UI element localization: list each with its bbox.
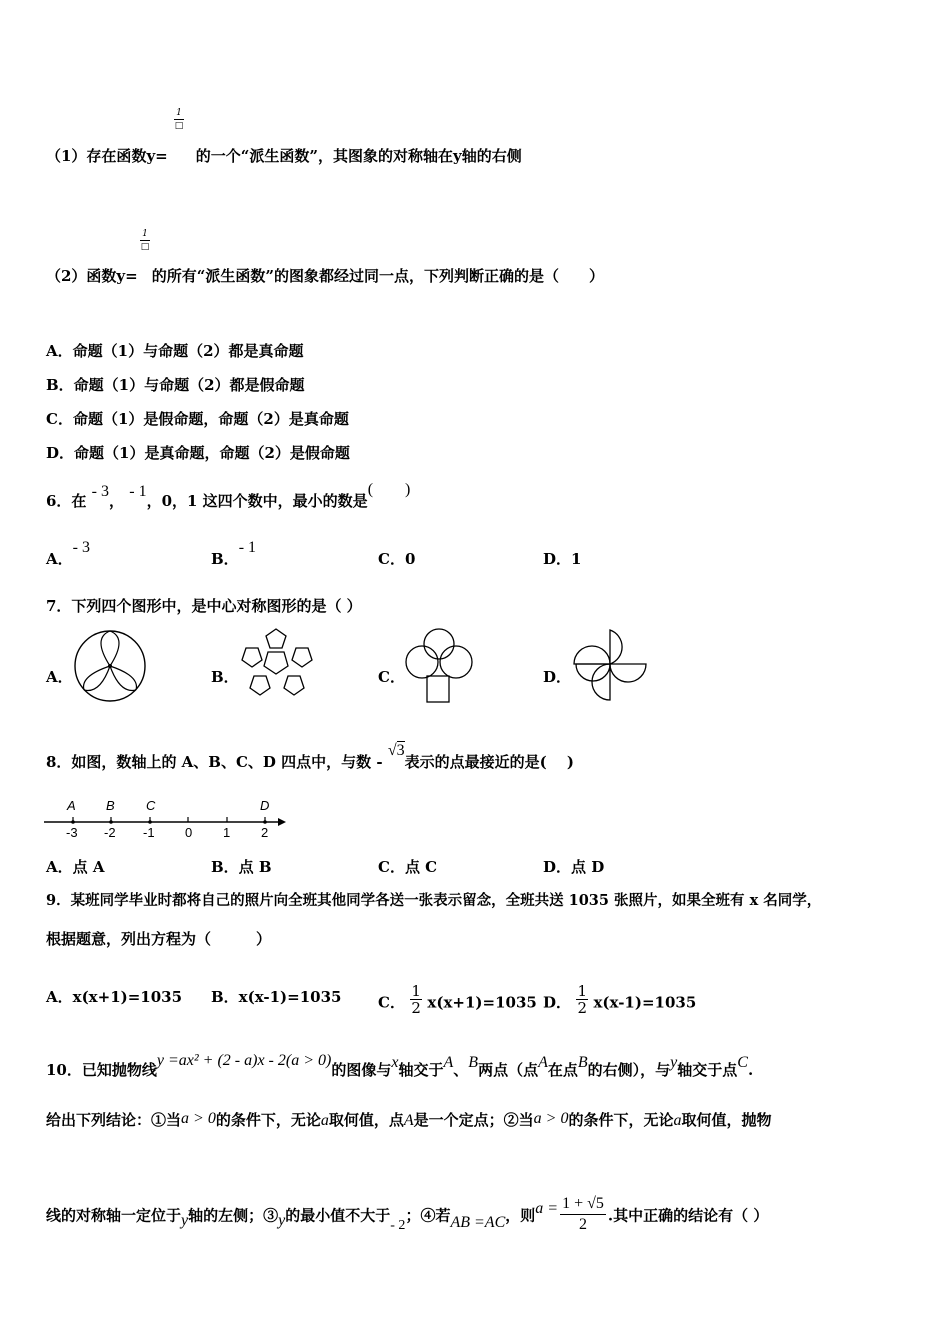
- q6-number-neg3: - 3: [91, 483, 109, 500]
- q6-sep: ，: [109, 492, 125, 510]
- q10-l3-fraction: [560, 1194, 606, 1235]
- q10-prefix: 10．已知抛物线: [46, 1061, 157, 1079]
- q10-l3-avar: a =: [535, 1199, 559, 1217]
- q6-option-a-label: A．: [46, 550, 73, 568]
- q8-stem-b: 表示的点最接近的是( ): [404, 753, 575, 771]
- q7-option-d-label: D．: [543, 668, 572, 686]
- tick-label-1: 1: [223, 825, 231, 840]
- tick-label-neg2: -2: [104, 825, 116, 840]
- q6-stem: [46, 481, 411, 512]
- q10-l3-c: 的最小值不大于: [285, 1206, 391, 1225]
- statement-1: [46, 146, 522, 166]
- q6-prefix: 6．在: [46, 492, 87, 510]
- point-label-d: D: [260, 798, 270, 813]
- tick-label-neg1: -1: [143, 825, 155, 840]
- fraction-one-over-box-1: [174, 108, 184, 131]
- frac-numerator: 1: [411, 982, 421, 1000]
- point-label-a: A: [67, 798, 76, 813]
- q10-seg5: 的右侧），与: [587, 1061, 671, 1079]
- q10-point-b: B: [468, 1054, 479, 1071]
- q10-l3-f: .其中正确的结论有（ ）: [607, 1206, 769, 1225]
- q9-option-c-expr: x(x+1)=1035: [427, 993, 537, 1012]
- q7-option-b-label: B．: [211, 668, 239, 686]
- statement-1-text-b: 的一个“派生函数”，其图象的对称轴在y轴的右侧: [195, 147, 522, 165]
- q9-stem-line2: 根据题意，列出方程为（ ）: [46, 930, 272, 948]
- q10-y-var: y: [670, 1054, 678, 1071]
- frac-numerator: 1: [577, 982, 588, 1000]
- q6-option-a-value: - 3: [72, 539, 90, 556]
- q10-l3-b: 轴的左侧；③: [188, 1206, 279, 1225]
- q5-option-a: A．命题（1）与命题（2）都是真命题: [46, 342, 304, 360]
- q5-option-c: C．命题（1）是假命题，命题（2）是真命题: [46, 410, 349, 428]
- q10-l2-a: 给出下列结论：①当: [46, 1111, 182, 1129]
- q10-l2-c: 取何值，点: [328, 1111, 404, 1129]
- q10-l3-e: ，则: [505, 1206, 536, 1225]
- q10-l2-avar: a: [320, 1112, 329, 1129]
- q10-x-var: x: [391, 1054, 399, 1071]
- q6-paren: ( ): [367, 481, 411, 498]
- q8-stem: [46, 742, 575, 773]
- q10-line2: [46, 1110, 771, 1131]
- frac-denominator: 2: [411, 999, 421, 1017]
- q10-l3-ab-eq-ac: AB =AC: [450, 1213, 506, 1231]
- statement-2: [46, 266, 604, 286]
- frac-numerator: 1: [142, 229, 148, 239]
- q8-stem-a: 8．如图，数轴上的 A、B、C、D 四点中，与数 -: [46, 753, 383, 771]
- q9-option-a: A．x(x+1)=1035: [46, 988, 183, 1006]
- q10-point-a: A: [443, 1054, 454, 1071]
- figure-d-pinwheel: [570, 626, 650, 706]
- q7-option-a-label: A．: [46, 668, 73, 686]
- q6-rest: ，0，1 这四个数中，最小的数是: [146, 492, 368, 510]
- q10-point-b-2: B: [577, 1054, 588, 1071]
- q10-dun: 、: [453, 1061, 469, 1079]
- point-label-c: C: [146, 798, 156, 813]
- q9-option-b: B．x(x-1)=1035: [211, 988, 342, 1006]
- q10-seg4: 在点: [547, 1061, 578, 1079]
- q6-number-neg1: - 1: [129, 483, 147, 500]
- tick-label-2: 2: [261, 825, 269, 840]
- q6-option-d: D．1: [543, 550, 582, 568]
- q9-option-d: [543, 982, 697, 1020]
- q10-l2-e: 的条件下，无论: [568, 1111, 674, 1129]
- q9-option-d-expr: x(x-1)=1035: [593, 993, 697, 1012]
- fraction-one-over-box-2: [140, 229, 150, 252]
- tick-label-neg3: -3: [66, 825, 78, 840]
- point-label-b: B: [106, 798, 115, 813]
- q10-l2-avar-2: a: [673, 1112, 682, 1129]
- frac-denominator: □: [140, 242, 150, 252]
- frac-numerator: 1 + √5: [560, 1194, 606, 1215]
- q10-point-a-2: A: [538, 1054, 548, 1071]
- q10-parabola-equation: y =ax² + (2 - a)x - 2(a > 0): [156, 1052, 332, 1069]
- q10-seg3: 两点（点: [478, 1061, 539, 1079]
- figure-c-three-circles-square: [402, 626, 476, 706]
- q9-option-d-label: D．: [543, 993, 572, 1012]
- frac-denominator: □: [174, 121, 184, 131]
- sqrt-three: √3: [387, 742, 405, 759]
- frac-denominator: 2: [578, 1216, 587, 1233]
- q10-l2-b: 的条件下，无论: [215, 1111, 321, 1129]
- q9-option-c-label: C．: [378, 993, 405, 1012]
- q7-stem: 7．下列四个图形中，是中心对称图形的是（ ）: [46, 597, 362, 615]
- q10-l3-y-var: y: [181, 1211, 189, 1229]
- q10-end: .: [747, 1061, 754, 1079]
- q6-option-c: C．0: [378, 550, 416, 568]
- statement-2-text-b: 的所有“派生函数”的图象都经过同一点，下列判断正确的是（ ）: [151, 267, 604, 285]
- q10-seg6: 轴交于点: [677, 1061, 738, 1079]
- q9-option-d-fraction: [576, 983, 588, 1016]
- q10-l2-cond-2: a > 0: [533, 1110, 569, 1127]
- q10-point-c: C: [737, 1054, 748, 1071]
- q7-option-c-label: C．: [378, 668, 405, 686]
- figure-a-circle-three-arcs: [72, 628, 148, 704]
- q10-seg2: 轴交于: [398, 1061, 444, 1079]
- q8-option-d: D．点 D: [543, 858, 605, 876]
- q8-option-a: A．点 A: [46, 858, 105, 876]
- q10-l2-point-a: A: [403, 1112, 414, 1129]
- q10-l3-d: ；④若: [405, 1206, 451, 1225]
- q5-option-b: B．命题（1）与命题（2）都是假命题: [46, 376, 305, 394]
- q9-stem-line1: 9．某班同学毕业时都将自己的照片向全班其他同学各送一张表示留念，全班共送 1035 张照片，如果全班有 x 名同学，: [46, 892, 822, 909]
- statement-2-text-a: （2）函数y=: [46, 267, 138, 285]
- figure-b-five-pentagons: [238, 626, 314, 702]
- q10-l3-min: - 2: [390, 1217, 406, 1233]
- frac-numerator: 1: [176, 108, 182, 118]
- q6-option-a: [46, 539, 90, 570]
- q10-seg1: 的图像与: [331, 1061, 392, 1079]
- q9-option-c-fraction: [410, 983, 422, 1016]
- q10-l2-d: 是一个定点；②当: [413, 1111, 534, 1129]
- q10-line1: [46, 1052, 754, 1081]
- sqrt-radicand: 3: [396, 742, 405, 759]
- q5-option-d: D．命题（1）是真命题，命题（2）是假命题: [46, 444, 350, 462]
- q6-option-b-value: - 1: [238, 539, 257, 556]
- q10-l3-y-var-2: y: [278, 1211, 286, 1229]
- frac-denominator: 2: [577, 999, 588, 1017]
- q8-option-c: C．点 C: [378, 858, 438, 876]
- q8-option-b: B．点 B: [211, 858, 272, 876]
- q6-option-b-label: B．: [211, 550, 239, 568]
- q10-l3-a: 线的对称轴一定位于: [46, 1206, 182, 1225]
- tick-label-0: 0: [185, 825, 193, 840]
- q10-l2-f: 取何值，抛物: [681, 1111, 772, 1129]
- q10-line3: [46, 1196, 768, 1237]
- q6-option-b: [211, 539, 257, 570]
- q9-option-c: [378, 982, 537, 1020]
- statement-1-text-a: （1）存在函数y=: [46, 147, 168, 165]
- q10-l2-cond: a > 0: [181, 1110, 216, 1127]
